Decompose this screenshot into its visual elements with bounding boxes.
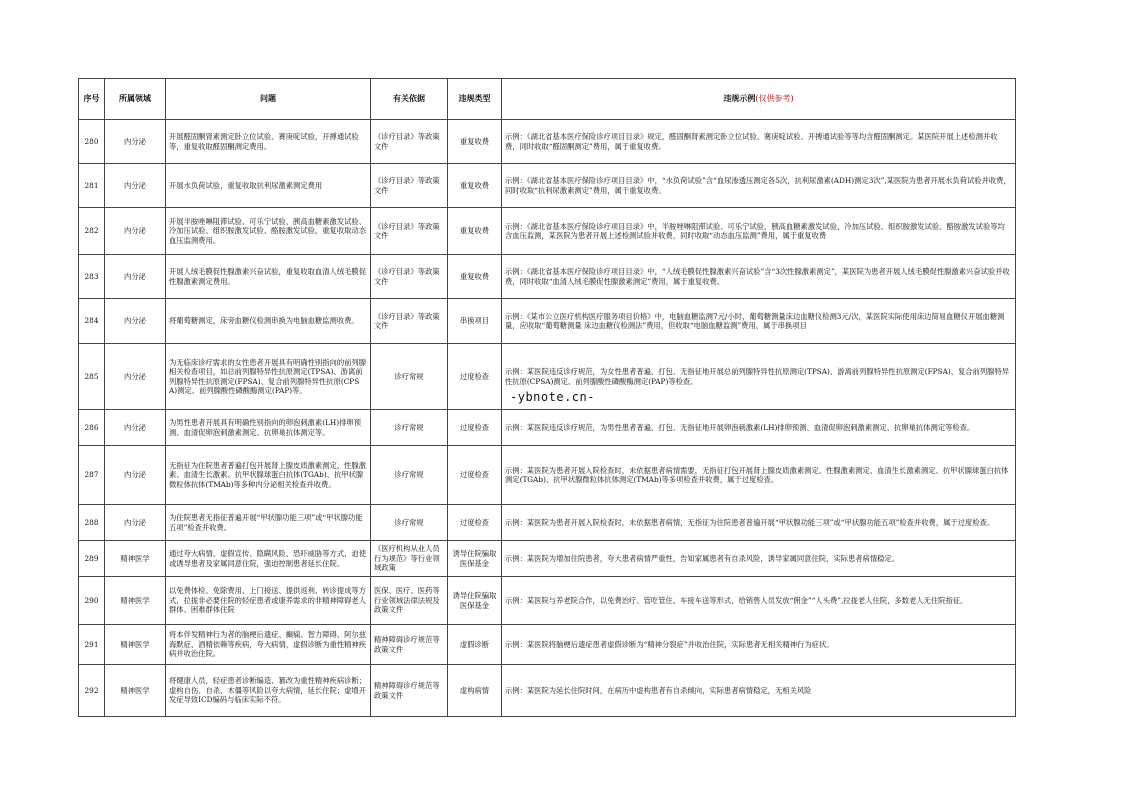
cell-basis: 诊疗常规 [371,446,448,505]
cell-example: 示例：某医院违反诊疗规范，为女性患者普遍、打包、无指征地开展总前列腺特异性抗原测定(TPSA)、游离前列腺特异性抗原测定(FPSA)、复合前列腺特异性抗原(CPSA)测定、前列腺酸性磷酸酶测定(PAP)等检查。 [502,344,1016,410]
cell-basis: 《诊疗目录》等政策文件 [371,299,448,344]
cell-seq: 291 [79,625,105,665]
cell-domain: 内分泌 [105,344,166,410]
cell-type: 过度检查 [448,410,502,446]
cell-example: 示例：某医院为患者开展入院检查时，未依据患者病情需要，无指征打包开展肾上腺皮质激素测定、性腺激素测定、血清生长激素测定、抗甲状腺球蛋白抗体测定(TGAb)、抗甲状腺微粒体抗体测定(TMAb)等多项检查并收费，属于过度检查。 [502,446,1016,505]
table-row [79,665,1016,717]
header-seq: 序号 [79,79,105,120]
cell-basis: 诊疗常规 [371,505,448,541]
cell-basis: 《诊疗目录》等政策文件 [371,208,448,255]
cell-basis: 诊疗常规 [371,410,448,446]
cell-seq: 280 [79,120,105,164]
cell-example: 示例：《湖北省基本医疗保险诊疗项目目录》中，“水负荷试验”含“血尿渗透压测定各5次，抗利尿激素(ADH)测定3次”,某医院为患者开展水负荷试验并收费，同时收取“抗利尿激素测定”费用，属于重复收费。 [502,164,1016,208]
cell-problem: 开展醛固酮肾素测定卧立位试验、赛庚啶试验，开搏通试验等，重复收取醛固酮测定费用。 [166,120,371,164]
cell-domain: 内分泌 [105,299,166,344]
cell-example: 示例：某医院与养老院合作，以免费治疗、管吃管住、车接车送等形式，给销售人员发放“佣金”“人头费”,拉拢老人住院，多数老人无住院指征。 [502,577,1016,625]
cell-domain: 精神医学 [105,665,166,717]
cell-domain: 内分泌 [105,505,166,541]
cell-domain: 精神医学 [105,541,166,577]
table-row [79,541,1016,577]
cell-type: 重复收费 [448,164,502,208]
table-row [79,446,1016,505]
table-row [79,255,1016,299]
cell-basis: 精神障碍诊疗规范等政策文件 [371,665,448,717]
cell-problem: 通过夸大病情、虚假宣传、隐瞒风险、恐吓威胁等方式，迫使或诱导患者及家属同意住院，强迫控制患者延长住院。 [166,541,371,577]
cell-type: 虚假诊断 [448,625,502,665]
cell-problem: 将健康人员，轻症患者诊断编造、篡改为重性精神疾病诊断；虚构自伤、自杀、木僵等风险以夸大病情，延长住院；虚增开发症导致ICD编码与临床实际不符。 [166,665,371,717]
cell-domain: 内分泌 [105,255,166,299]
header-example [502,79,1016,120]
table-row [79,505,1016,541]
cell-type: 重复收费 [448,255,502,299]
cell-example: 示例：某医院将脑梗后遗症患者虚假诊断为“精神分裂症”并收治住院，实际患者无相关精神行为症状。 [502,625,1016,665]
cell-basis: 《医疗机构从业人员行为规范》等行业领域政策 [371,541,448,577]
cell-basis: 诊疗常规 [371,344,448,410]
table-row [79,299,1016,344]
cell-type: 诱导住院骗取医保基金 [448,577,502,625]
cell-type: 过度检查 [448,505,502,541]
cell-problem: 无指征为住院患者普遍打包开展肾上腺皮质激素测定，性腺激素、血清生长激素、抗甲状腺球蛋白抗体(TGAb)、抗甲状腺微粒体抗体(TMAb)等多种内分泌相关检查并收费。 [166,446,371,505]
cell-basis: 医保、医疗、医药等行业领域法律法规及政策文件 [371,577,448,625]
cell-example: 示例：某医院为增加住院患者，夸大患者病情严重性，告知家属患者有自杀风险，诱导家属同意住院，实际患者病情稳定。 [502,541,1016,577]
cell-example: 示例：《湖北省基本医疗保险诊疗项目目录》中，半胺唑啉阻滞试验、可乐宁试验、胰高血糖素激发试验、冷加压试验、组织胺激发试验、酪胺激发试验等均含血压监测，某医院为患者开展上述检测试验并收费，同时收取“动态血压监测”费用，属于重复收费 [502,208,1016,255]
cell-type: 过度检查 [448,344,502,410]
table-header-row [79,79,1016,120]
cell-type: 重复收费 [448,120,502,164]
table-row [79,410,1016,446]
cell-seq: 292 [79,665,105,717]
cell-type: 串换项目 [448,299,502,344]
header-type: 违规类型 [448,79,502,120]
cell-seq: 289 [79,541,105,577]
cell-type: 虚构病情 [448,665,502,717]
cell-domain: 内分泌 [105,446,166,505]
cell-domain: 精神医学 [105,577,166,625]
cell-type: 重复收费 [448,208,502,255]
table-row [79,625,1016,665]
cell-basis: 《诊疗目录》等政策文件 [371,120,448,164]
cell-seq: 283 [79,255,105,299]
cell-problem: 开展半胺唑啉阻滞试验、可乐宁试验、胰高血糖素激发试验、冷加压试验、组织胺激发试验、酪胺激发试验，重复收取动态血压监测费用。 [166,208,371,255]
cell-problem: 开展人绒毛膜促性腺激素兴奋试验，重复收取血清人绒毛膜促性腺激素测定费用。 [166,255,371,299]
cell-problem: 开展水负荷试验，重复收取抗利尿激素测定费用 [166,164,371,208]
cell-example: 示例：某医院为患者开展入院检查时，未依据患者病情，无指征为住院患者普遍开展“甲状腺功能三项”或“甲状腺功能五项”检查并收费，属于过度检查。 [502,505,1016,541]
header-problem: 问题 [166,79,371,120]
cell-example: 示例：某医院为延长住院时间，在病历中虚构患者有自杀倾向，实际患者病情稳定，无相关风险 [502,665,1016,717]
cell-basis: 《诊疗目录》等政策文件 [371,164,448,208]
cell-seq: 281 [79,164,105,208]
cell-type: 诱导住院骗取医保基金 [448,541,502,577]
cell-seq: 285 [79,344,105,410]
cell-problem: 以免费体检、免除费用、上门接送、提供返利、转诊提成等方式，拉拢非必要住院的轻症患者或康养需求的非精神障碍老人群体、困难群体住院 [166,577,371,625]
cell-domain: 内分泌 [105,164,166,208]
watermark-text: -ybnote.cn- [510,390,595,404]
cell-seq: 290 [79,577,105,625]
table-row [79,208,1016,255]
cell-seq: 284 [79,299,105,344]
header-domain: 所属领域 [105,79,166,120]
cell-problem: 为住院患者无指征普遍开展“甲状腺功能三项”或“甲状腺功能五项”检查并收费。 [166,505,371,541]
table-row [79,164,1016,208]
cell-problem: 为男性患者开展具有明确性别指向的卵泡刺激素(LH)排卵预测、血清促卵泡刺激素测定、抗卵巢抗体测定等。 [166,410,371,446]
cell-problem: 将本伴发精神行为者的脑梗后遗症、癫痫、智力障碍、阿尔兹海默症、酒精依赖等疾病，夸大病情，虚假诊断为重性精神疾病并收治住院。 [166,625,371,665]
header-example-note: (仅供参考) [755,94,794,104]
cell-seq: 288 [79,505,105,541]
table-row [79,577,1016,625]
cell-example: 示例：《湖北省基本医疗保险诊疗项目目录》中，“人绒毛膜促性腺激素兴奋试验”含“3次性腺激素测定”，某医院为患者开展人绒毛膜促性腺激素兴奋试验并收费，同时收取“血清人绒毛膜促性腺激素测定”费用，属于重复收费。 [502,255,1016,299]
cell-domain: 内分泌 [105,410,166,446]
table-row [79,120,1016,164]
cell-basis: 《诊疗目录》等政策文件 [371,255,448,299]
cell-seq: 287 [79,446,105,505]
cell-basis: 精神障碍诊疗规范等政策文件 [371,625,448,665]
cell-problem: 为无临床诊疗需求的女性患者开展具有明确性别指向的前列腺相关检查项目，如总前列腺特异性抗原测定(TPSA)、游离前列腺特异性抗原测定(FPSA)、复合前列腺特异性抗原(CPSA)测定、前列腺酸性磷酸酶测定(PAP)等。 [166,344,371,410]
cell-example: 示例：《某市公立医疗机构医疗服务项目价格》中，电脑血糖监测7元/小时，葡萄糖测量床边血糖仪检测3元/次，某医院实际使用床边简易血糖仪开展血糖测量，应收取“葡萄糖测量 床边血糖仪检测法”费用，但收取“电脑血糖监测”费用，属于串换项目 [502,299,1016,344]
cell-problem: 将葡萄糖测定，床旁血糖仪检测串换为电脑血糖监测收费。 [166,299,371,344]
header-basis: 有关依据 [371,79,448,120]
header-example-label: 违规示例 [723,93,756,104]
cell-example: 示例：某医院违反诊疗规范，为男性患者普遍、打包、无指征地开展卵泡刺激素(LH)排卵预测、血清促卵泡刺激素测定、抗卵巢抗体测定等检查。 [502,410,1016,446]
cell-domain: 精神医学 [105,625,166,665]
cell-seq: 286 [79,410,105,446]
cell-domain: 内分泌 [105,208,166,255]
cell-domain: 内分泌 [105,120,166,164]
cell-type: 过度检查 [448,446,502,505]
cell-seq: 282 [79,208,105,255]
cell-example: 示例：《湖北省基本医疗保险诊疗项目目录》规定，醛固酮肾素测定卧立位试验、赛庚啶试验、开搏通试验等等均含醛固酮测定。某医院开展上述检测并收费，同时收取“醛固酮测定”费用，属于重复收费。 [502,120,1016,164]
